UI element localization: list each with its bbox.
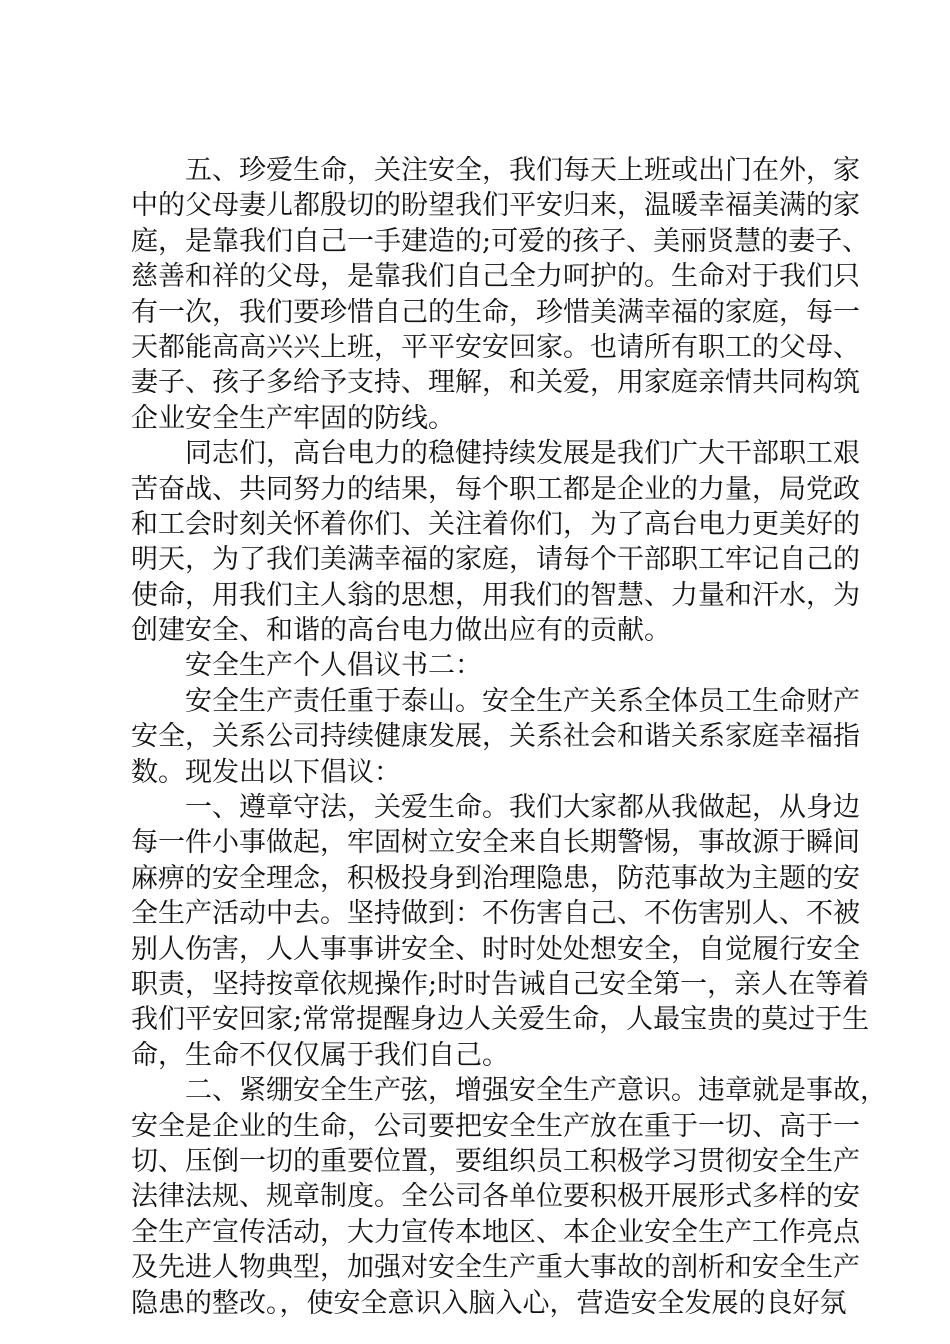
text-line: 我们平安回家;常常提醒身边人关爱生命，人最宝贵的莫过于生 <box>131 1004 870 1036</box>
text-line: 有一次，我们要珍惜自己的生命，珍惜美满幸福的家庭，每一 <box>131 296 860 328</box>
text-line: 使命，用我们主人翁的思想，用我们的智慧、力量和汗水，为 <box>131 579 860 611</box>
text-line: 二、紧绷安全生产弦，增强安全生产意识。违章就是事故， <box>185 1075 887 1107</box>
text-line: 法律法规、规章制度。全公司各单位要积极开展形式多样的安 <box>131 1181 860 1213</box>
text-line: 企业安全生产牢固的防线。 <box>131 402 455 434</box>
text-line: 和工会时刻关怀着你们、关注着你们，为了高台电力更美好的 <box>131 508 860 540</box>
text-line: 每一件小事做起，牢固树立安全来自长期警惕，事故源于瞬间 <box>131 827 860 859</box>
text-line: 一、遵章守法，关爱生命。我们大家都从我做起，从身边 <box>185 792 860 824</box>
text-line: 数。现发出以下倡议： <box>131 756 401 788</box>
text-line: 慈善和祥的父母，是靠我们自己全力呵护的。生命对于我们只 <box>131 261 860 293</box>
text-line: 天都能高高兴兴上班，平平安安回家。也请所有职工的父母、 <box>131 331 860 363</box>
text-line: 同志们，高台电力的稳健持续发展是我们广大干部职工艰 <box>185 438 860 470</box>
text-line: 苦奋战、共同努力的结果，每个职工都是企业的力量，局党政 <box>131 473 860 505</box>
text-line: 创建安全、和谐的高台电力做出应有的贡献。 <box>131 615 671 647</box>
text-line: 安全生产个人倡议书二： <box>185 650 482 682</box>
text-line: 明天，为了我们美满幸福的家庭，请每个干部职工牢记自己的 <box>131 544 860 576</box>
text-line: 中的父母妻儿都殷切的盼望我们平安归来，温暖幸福美满的家 <box>131 190 860 222</box>
text-line: 庭，是靠我们自己一手建造的;可爱的孩子、美丽贤慧的妻子、 <box>131 225 870 257</box>
text-line: 切、压倒一切的重要位置，要组织员工积极学习贯彻安全生产 <box>131 1145 860 1177</box>
text-line: 别人伤害，人人事事讲安全、时时处处想安全，自觉履行安全 <box>131 933 860 965</box>
text-line: 麻痹的安全理念，积极投身到治理隐患，防范事故为主题的安 <box>131 862 860 894</box>
text-line: 全生产宣传活动，大力宣传本地区、本企业安全生产工作亮点 <box>131 1216 860 1248</box>
text-line: 安全，关系公司持续健康发展，关系社会和谐关系家庭幸福指 <box>131 721 860 753</box>
document-body <box>131 153 887 1321</box>
text-line: 安全生产责任重于泰山。安全生产关系全体员工生命财产 <box>185 685 860 717</box>
text-line: 全生产活动中去。坚持做到：不伤害自己、不伤害别人、不被 <box>131 898 860 930</box>
text-line: 安全是企业的生命，公司要把安全生产放在重于一切、高于一 <box>131 1110 860 1142</box>
text-line: 及先进人物典型，加强对安全生产重大事故的剖析和安全生产 <box>131 1252 860 1284</box>
text-line: 隐患的整改。，使安全意识入脑入心，营造安全发展的良好氛 <box>131 1287 847 1319</box>
text-line: 命，生命不仅仅属于我们自己。 <box>131 1039 509 1071</box>
text-line: 职责，坚持按章依规操作;时时告诫自己安全第一，亲人在等着 <box>131 968 870 1000</box>
text-line: 妻子、孩子多给予支持、理解，和关爱，用家庭亲情共同构筑 <box>131 367 860 399</box>
text-line: 五、珍爱生命，关注安全，我们每天上班或出门在外，家 <box>185 155 860 186</box>
